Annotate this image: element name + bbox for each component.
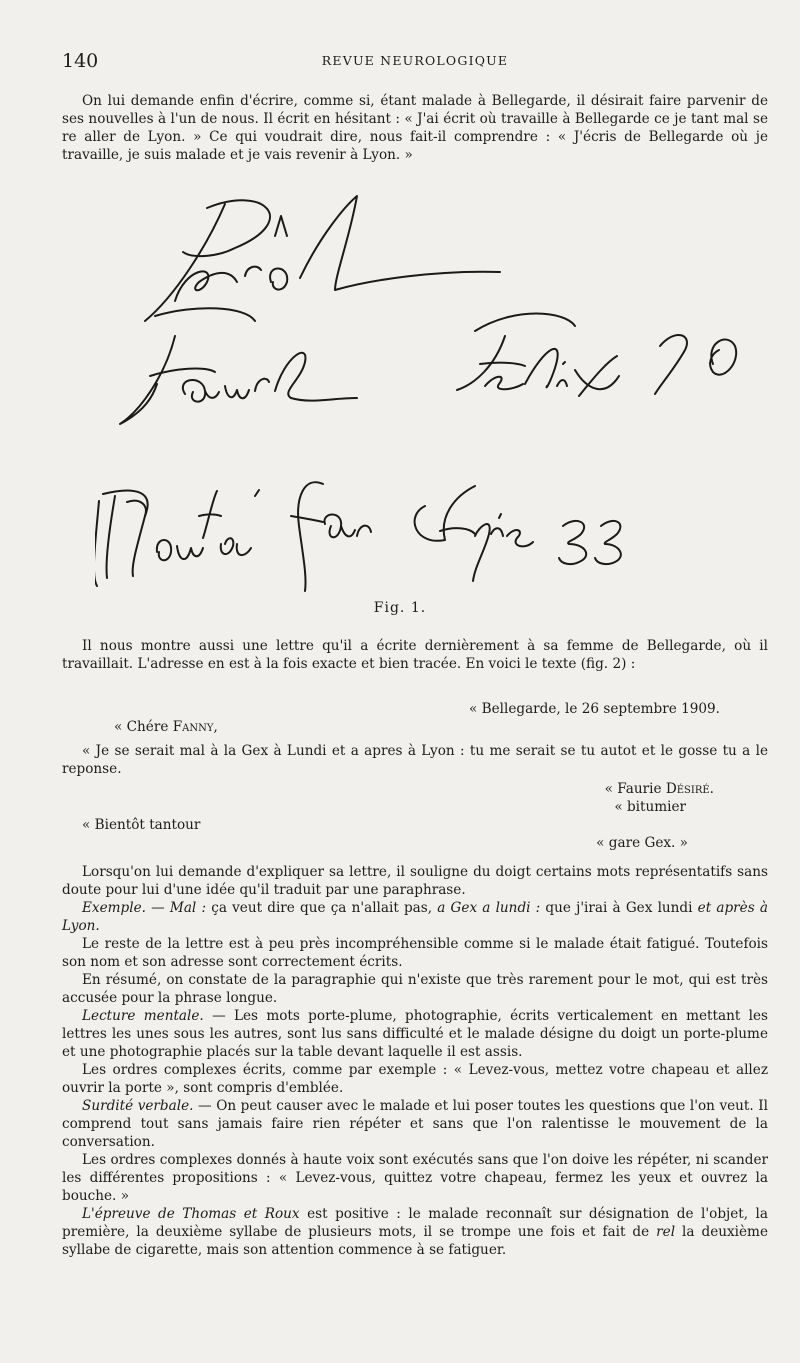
paragraph: Les ordres complexes écrits, comme par exemple : « Levez-vous, mettez votre chapeau et allez ouvrir la porte », sont compris d'emblée.	[62, 1062, 768, 1096]
letter-place-date: « Bellegarde, le 26 septembre 1909.	[468, 701, 720, 717]
paragraph: Lorsqu'on lui demande d'expliquer sa lettre, il souligne du doigt certains mots représentatifs sans doute pour lui d'une idée qu'il traduit par une paraphrase.	[62, 864, 768, 898]
word-rel: rel	[656, 1224, 676, 1240]
quote-mal: Mal :	[169, 900, 207, 916]
letter-sign-prefix: « Faurie	[604, 781, 666, 797]
paragraph-lecture-mentale	[62, 1007, 768, 1061]
text: que j'irai à Gex lundi	[540, 900, 698, 916]
body-section-1	[62, 637, 768, 673]
letter-sign-name: Désiré.	[665, 781, 714, 797]
letter-salutation	[114, 718, 218, 736]
letter-address: « gare Gex. »	[596, 835, 688, 851]
letter-profession: « bitumier	[614, 799, 686, 815]
page-number: 140	[62, 50, 99, 72]
letter-quote	[62, 700, 768, 850]
letter-salutation-name: Fanny,	[172, 719, 218, 735]
label-surdite-verbale: Surdité verbale.	[82, 1098, 194, 1114]
figure-caption: Fig. 1.	[373, 600, 427, 616]
paragraph: Le reste de la lettre est à peu près incompréhensible comme si le malade était fatigué. Toutefois son nom et son adresse sont correctement écrits.	[62, 936, 768, 970]
paragraph: Les ordres complexes donnés à haute voix sont exécutés sans que l'on doive les répéter, ni scander les différentes propositions : « Levez-vous, quittez votre chapeau, fermez les yeux et ouvrez la bouche. »	[62, 1152, 768, 1204]
paragraph-example	[62, 899, 768, 935]
handwriting-line-2	[120, 308, 736, 424]
handwriting-sample-image	[95, 186, 775, 596]
text: ça veut dire que ça n'allait pas,	[206, 900, 438, 916]
text: — Les mots porte-plume, photographie, écrits verticalement en mettant les lettres les unes sous les autres, sont lus sans difficulté et le malade désigne du doigt un porte-plume et une photographie placés sur la table devant laquelle il est assis.	[62, 1008, 768, 1060]
paragraph-epreuve	[62, 1205, 768, 1259]
intro-section	[62, 92, 768, 164]
body-section-2	[62, 863, 768, 1259]
handwriting-line-1	[145, 196, 500, 321]
paragraph: Il nous montre aussi une lettre qu'il a écrite dernièrement à sa femme de Bellegarde, où il travaillait. L'adresse en est à la fois exacte et bien tracée. En voici le texte (fig. 2) :	[62, 638, 768, 672]
handwriting-line-3	[95, 482, 621, 591]
dash: —	[145, 900, 170, 916]
handwriting-figure	[95, 186, 775, 596]
text: est positive : le malade reconnaît sur désignation de l'objet, la première, la deuxième syllabe de plusieurs mots, il se trompe une fois et fait de	[62, 1206, 769, 1240]
quote-lyon: et après à Lyon.	[62, 900, 768, 934]
label-epreuve: L'épreuve de Thomas et Roux	[82, 1206, 300, 1222]
label-lecture-mentale: Lecture mentale.	[82, 1008, 204, 1024]
letter-salutation-prefix: « Chére	[114, 719, 173, 735]
letter-content: « Je se serait mal à la Gex à Lundi et a apres à Lyon : tu me serait se tu autot et le gosse tu a le reponse.	[62, 743, 768, 777]
running-title: REVUE NEUROLOGIQUE	[321, 53, 509, 68]
letter-closing: « Bientôt tantour	[82, 817, 201, 833]
paragraph-surdite-verbale	[62, 1097, 768, 1151]
quote-gex: a Gex a lundi :	[437, 900, 541, 916]
text: la deuxième syllabe de cigarette, mais son attention commence à se fatiguer.	[62, 1224, 768, 1258]
text: — On peut causer avec le malade et lui poser toutes les questions que l'on veut. Il comprend tout sans jamais faire rien répéter et sans que l'on ralentisse le mouvement de la conversation.	[62, 1098, 769, 1150]
label-exemple: Exemple.	[82, 900, 146, 916]
page-header	[62, 50, 768, 74]
paragraph: On lui demande enfin d'écrire, comme si, étant malade à Bellegarde, il désirait faire parvenir de ses nouvelles à l'un de nous. Il écrit en hésitant : « J'ai écrit où travaille à Bellegarde ce je tant mal se re aller de Lyon. » Ce qui voudrait dire, nous fait-il comprendre : « J'écris de Bellegarde où je travaille, je suis malade et je vais revenir à Lyon. »	[62, 93, 768, 163]
paragraph: En résumé, on constate de la paragraphie qui n'existe que très rarement pour le mot, qui est très accusée pour la phrase longue.	[62, 972, 768, 1006]
letter-signature	[605, 780, 714, 798]
